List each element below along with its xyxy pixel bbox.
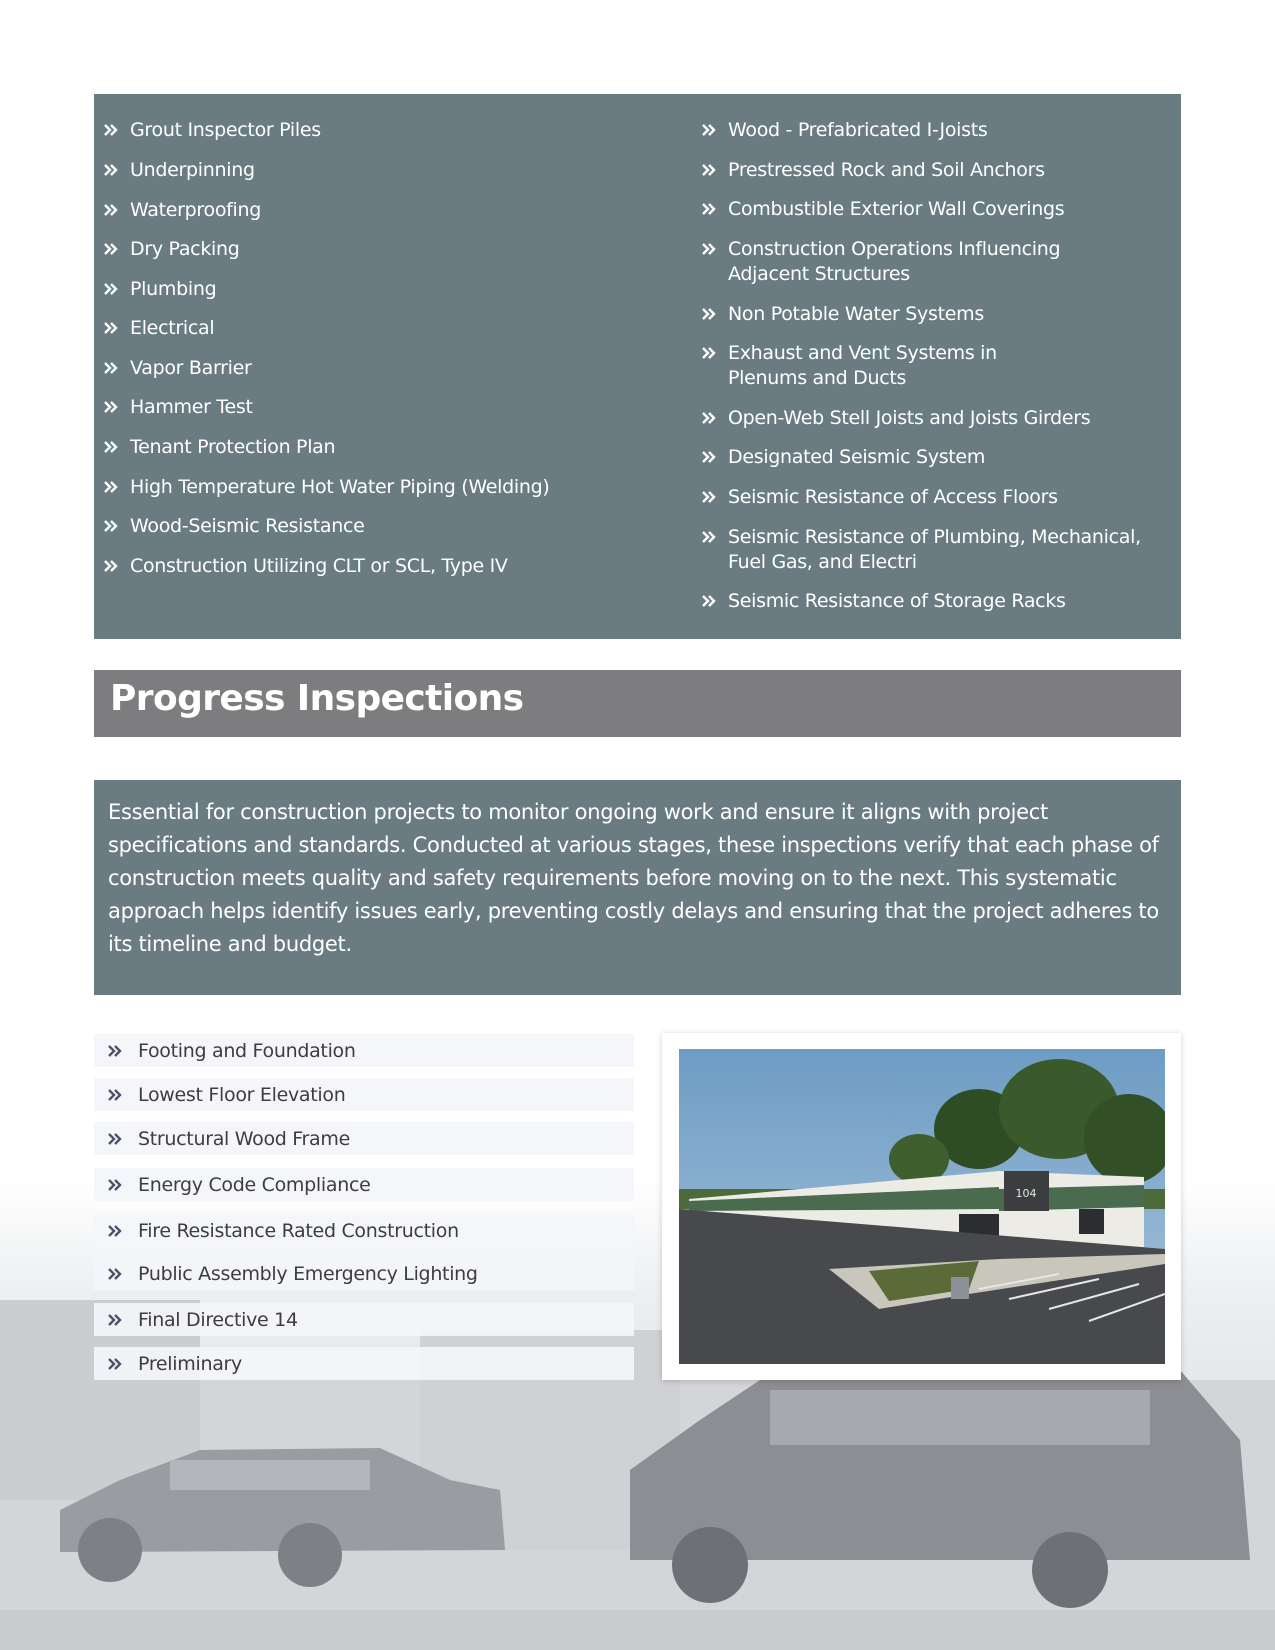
inspection-item-label: Dry Packing [130,238,240,260]
double-chevron-right-icon [108,1358,122,1370]
inspection-item-label: Grout Inspector Piles [130,119,321,141]
double-chevron-right-icon [104,124,118,136]
inspection-item [104,395,253,420]
double-chevron-right-icon [104,560,118,572]
double-chevron-right-icon [702,451,716,463]
inspection-item-label: Waterproofing [130,199,262,221]
double-chevron-right-icon [702,347,716,359]
progress-item [94,1122,634,1155]
inspection-item [104,554,508,579]
inspection-item [702,445,985,470]
progress-item-label: Structural Wood Frame [138,1127,350,1150]
progress-item [94,1214,634,1247]
double-chevron-right-icon [108,1089,122,1101]
double-chevron-right-icon [104,481,118,493]
double-chevron-right-icon [702,531,716,543]
inspection-item-label: Tenant Protection Plan [130,436,336,458]
inspection-item-label: Construction Operations Influencing Adjacent Structures [728,238,1061,285]
progress-item-label: Final Directive 14 [138,1308,298,1331]
inspection-item-label: Designated Seismic System [728,446,986,468]
inspection-item-label: Wood - Prefabricated I-Joists [728,119,988,141]
progress-item [94,1078,634,1111]
double-chevron-right-icon [104,283,118,295]
inspection-item-label: Seismic Resistance of Plumbing, Mechanical, Fuel Gas, and Electri [728,526,1141,573]
inspection-item [104,356,252,381]
double-chevron-right-icon [108,1225,122,1237]
double-chevron-right-icon [702,124,716,136]
inspection-item [702,589,1066,614]
inspection-item-label: Wood-Seismic Resistance [130,515,365,537]
inspection-item-label: Electrical [130,317,215,339]
double-chevron-right-icon [104,204,118,216]
progress-item-label: Public Assembly Emergency Lighting [138,1262,478,1285]
double-chevron-right-icon [702,491,716,503]
inspection-item-label: Seismic Resistance of Storage Racks [728,590,1066,612]
inspection-item-label: Underpinning [130,159,255,181]
inspection-item [702,197,1064,222]
double-chevron-right-icon [104,322,118,334]
inspection-item-label: High Temperature Hot Water Piping (Welding) [130,476,550,498]
inspection-item-label: Seismic Resistance of Access Floors [728,486,1058,508]
double-chevron-right-icon [104,401,118,413]
progress-item-label: Preliminary [138,1352,242,1375]
progress-item [94,1257,634,1290]
section-title-bar [94,670,1181,737]
inspection-item-label: Non Potable Water Systems [728,303,984,325]
double-chevron-right-icon [104,520,118,532]
double-chevron-right-icon [108,1268,122,1280]
inspection-item-label: Prestressed Rock and Soil Anchors [728,159,1045,181]
inspection-item [702,118,988,143]
inspection-item-label: Hammer Test [130,396,253,418]
section-title: Progress Inspections [110,678,524,719]
inspection-item [104,237,240,262]
progress-item-label: Footing and Foundation [138,1039,356,1062]
inspection-item [104,514,365,539]
inspection-item [702,237,1060,287]
building-photo [679,1049,1165,1364]
progress-item-label: Lowest Floor Elevation [138,1083,346,1106]
inspection-item [104,118,321,143]
inspection-item [104,198,261,223]
progress-item [94,1303,634,1336]
double-chevron-right-icon [104,164,118,176]
inspection-item-label: Exhaust and Vent Systems in Plenums and Ducts [728,342,997,389]
double-chevron-right-icon [702,243,716,255]
inspection-item [702,525,1141,575]
inspection-item-label: Open-Web Stell Joists and Joists Girders [728,407,1091,429]
double-chevron-right-icon [702,164,716,176]
double-chevron-right-icon [108,1179,122,1191]
progress-item [94,1034,634,1067]
double-chevron-right-icon [104,362,118,374]
double-chevron-right-icon [108,1314,122,1326]
inspection-item [104,316,214,341]
inspection-item-label: Plumbing [130,278,217,300]
inspection-item [702,341,997,391]
inspection-item [104,475,550,500]
double-chevron-right-icon [702,203,716,215]
description-box [94,780,1181,995]
inspection-item [104,435,335,460]
inspection-item-label: Vapor Barrier [130,357,252,379]
progress-item [94,1168,634,1201]
svg-text:104: 104 [1015,1187,1037,1200]
double-chevron-right-icon [104,243,118,255]
progress-item-label: Fire Resistance Rated Construction [138,1219,459,1242]
description-text: Essential for construction projects to monitor ongoing work and ensure it aligns with project specifications and standards. Conducted at various stages, these inspections verify that each phase of construction meets quality and safety requirements before moving on to the next. This systematic approach helps identify issues early, preventing costly delays and ensuring that the project adheres to its timeline and budget. [108,800,1159,956]
inspection-item [104,158,255,183]
double-chevron-right-icon [104,441,118,453]
double-chevron-right-icon [108,1045,122,1057]
double-chevron-right-icon [702,412,716,424]
inspection-item-label: Construction Utilizing CLT or SCL, Type IV [130,555,508,577]
double-chevron-right-icon [702,308,716,320]
progress-item-label: Energy Code Compliance [138,1173,371,1196]
inspection-item [702,158,1045,183]
inspection-item [104,277,216,302]
inspection-item [702,302,984,327]
inspection-item [702,485,1058,510]
progress-item [94,1347,634,1380]
photo-frame [662,1033,1181,1380]
inspection-item [702,406,1090,431]
double-chevron-right-icon [702,595,716,607]
inspections-panel [94,94,1181,639]
double-chevron-right-icon [108,1133,122,1145]
inspection-item-label: Combustible Exterior Wall Coverings [728,198,1065,220]
